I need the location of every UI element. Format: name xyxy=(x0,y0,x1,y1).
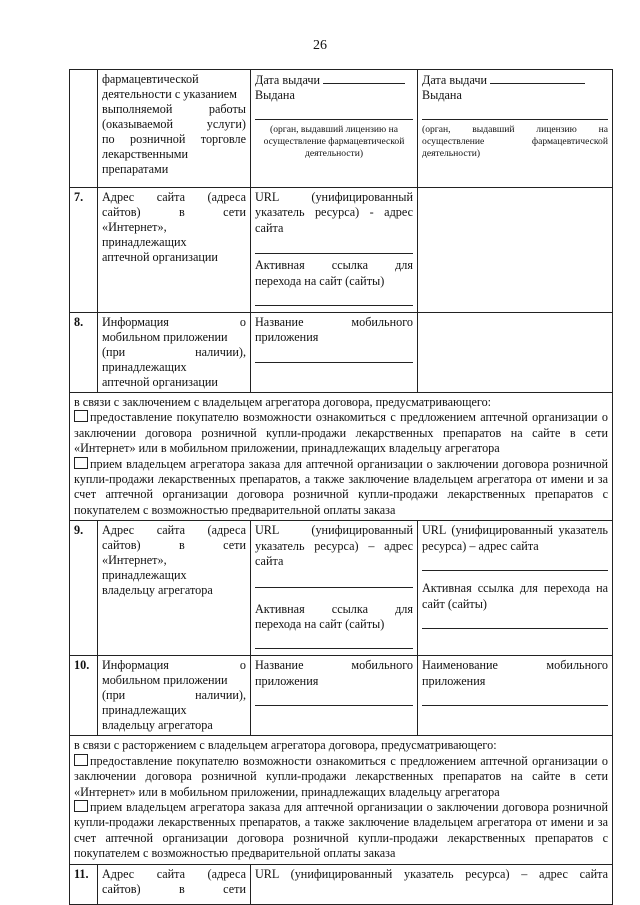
app-name-field[interactable] xyxy=(255,692,413,706)
row6-license-col2 xyxy=(251,70,418,188)
active-link-field[interactable] xyxy=(255,635,413,649)
table-row-8 xyxy=(70,313,613,393)
row-number: 7. xyxy=(70,188,98,313)
row7-col2 xyxy=(251,188,418,313)
section-conclusion xyxy=(70,393,613,521)
row11-name: Адрес сайта (адреса сайтов) в сети xyxy=(98,864,251,904)
row7-name: Адрес сайта (адреса сайтов) в сети «Интернет», принадлежащих аптечной организации xyxy=(98,188,251,313)
table-row-11 xyxy=(70,864,613,904)
url-label: URL (унифицированный указатель ресурса) – адрес сайта xyxy=(255,523,413,569)
license-authority-note: (орган, выдавший лицензию на осуществление фармацевтической деятельности) xyxy=(422,124,608,159)
issued-label: Выдана xyxy=(255,88,295,102)
table-row-7 xyxy=(70,188,613,313)
url-label: URL (унифицированный указатель ресурса) - адрес сайта xyxy=(255,190,413,235)
active-link-field[interactable] xyxy=(422,615,608,629)
app-name-label: Наименование мобильного приложения xyxy=(422,658,608,688)
option-checkbox[interactable] xyxy=(74,800,88,812)
license-authority-note: (орган, выдавший лицензию на осуществление фармацевтической деятельности) xyxy=(263,124,405,159)
row6-name: фармацевтической деятельности с указанием выполняемой работы (оказываемой услуги) по розничной торговле лекарственными препаратами xyxy=(98,70,251,188)
section-heading: в связи с заключением с владельцем агрегатора договора, предусматривающего: xyxy=(74,395,492,410)
issue-date-label: Дата выдачи xyxy=(422,73,488,87)
row-number: 11. xyxy=(70,864,98,904)
row11-col2 xyxy=(251,864,613,904)
active-link-label: Активная ссылка для перехода на сайт (сайты) xyxy=(255,258,413,288)
row-number: 10. xyxy=(70,656,98,736)
table-row-9 xyxy=(70,521,613,656)
app-name-label: Название мобильного приложения xyxy=(255,658,413,688)
issued-by-field[interactable] xyxy=(422,106,608,120)
issued-label: Выдана xyxy=(422,88,462,102)
application-form-table xyxy=(69,69,613,905)
issue-date-label: Дата выдачи xyxy=(255,73,321,87)
table-row-10 xyxy=(70,656,613,736)
row10-col3 xyxy=(418,656,613,736)
option-checkbox[interactable] xyxy=(74,410,88,422)
row8-col2 xyxy=(251,313,418,393)
option-checkbox[interactable] xyxy=(74,754,88,766)
row9-name: Адрес сайта (адреса сайтов) в сети «Интернет», принадлежащих владельцу агрегатора xyxy=(98,521,251,656)
active-link-label: Активная ссылка для перехода на сайт (сайты) xyxy=(255,601,413,631)
issued-by-field[interactable] xyxy=(255,106,413,120)
row10-col2 xyxy=(251,656,418,736)
row-number: 9. xyxy=(70,521,98,656)
app-name-label: Название мобильного приложения xyxy=(255,315,413,345)
row-number: 8. xyxy=(70,313,98,393)
section-heading: в связи с расторжением с владельцем агрегатора договора, предусматривающего: xyxy=(74,738,497,753)
row6-license-col3 xyxy=(418,70,613,188)
section-termination xyxy=(70,736,613,864)
page-number: 26 xyxy=(313,38,327,53)
url-label: URL (унифицированный указатель ресурса) – адрес сайта xyxy=(422,523,608,553)
row9-col2 xyxy=(251,521,418,656)
row10-name: Информация о мобильном приложении (при наличии), принадлежащих владельцу агрегатора xyxy=(98,656,251,736)
app-name-field[interactable] xyxy=(255,349,413,363)
issue-date-field[interactable] xyxy=(323,72,405,84)
app-name-field[interactable] xyxy=(422,692,608,706)
active-link-field[interactable] xyxy=(255,292,413,306)
row9-col3 xyxy=(418,521,613,656)
option-checkbox[interactable] xyxy=(74,457,88,469)
url-field[interactable] xyxy=(255,240,413,254)
issue-date-field[interactable] xyxy=(490,72,585,84)
option-item: прием владельцем агрегатора заказа для аптечной организации о заключении договора розничной купли-продажи лекарственных препаратов, а также заключение владельцем агрегатора от имени и за счет аптечной организации договора розничной купли-продажи лекарственных препаратов с покупателем с возможностью предварительной оплаты заказа xyxy=(74,799,608,861)
active-link-label: Активная ссылка для перехода на сайт (сайты) xyxy=(422,581,608,611)
table-row-6 xyxy=(70,70,613,188)
option-item: предоставление покупателю возможности ознакомиться с предложением аптечной организации о заключении договора розничной купли-продажи лекарственных препаратов на сайте в сети «Интернет» или в мобильном приложении, принадлежащих владельцу агрегатора xyxy=(74,410,608,456)
url-field[interactable] xyxy=(255,574,413,588)
row8-name: Информация о мобильном приложении (при наличии), принадлежащих аптечной организации xyxy=(98,313,251,393)
url-field[interactable] xyxy=(422,557,608,571)
url-label: URL (унифицированный указатель ресурса) – адрес сайта xyxy=(255,866,608,881)
option-item: предоставление покупателю возможности ознакомиться с предложением аптечной организации о заключении договора розничной купли-продажи лекарственных препаратов на сайте в сети «Интернет» или в мобильном приложении, принадлежащих владельцу агрегатора xyxy=(74,753,608,799)
option-item: прием владельцем агрегатора заказа для аптечной организации о заключении договора розничной купли-продажи лекарственных препаратов, а также заключение владельцем агрегатора от имени и за счет аптечной организации договора розничной купли-продажи лекарственных препаратов с покупателем с возможностью предварительной оплаты заказа xyxy=(74,456,608,517)
